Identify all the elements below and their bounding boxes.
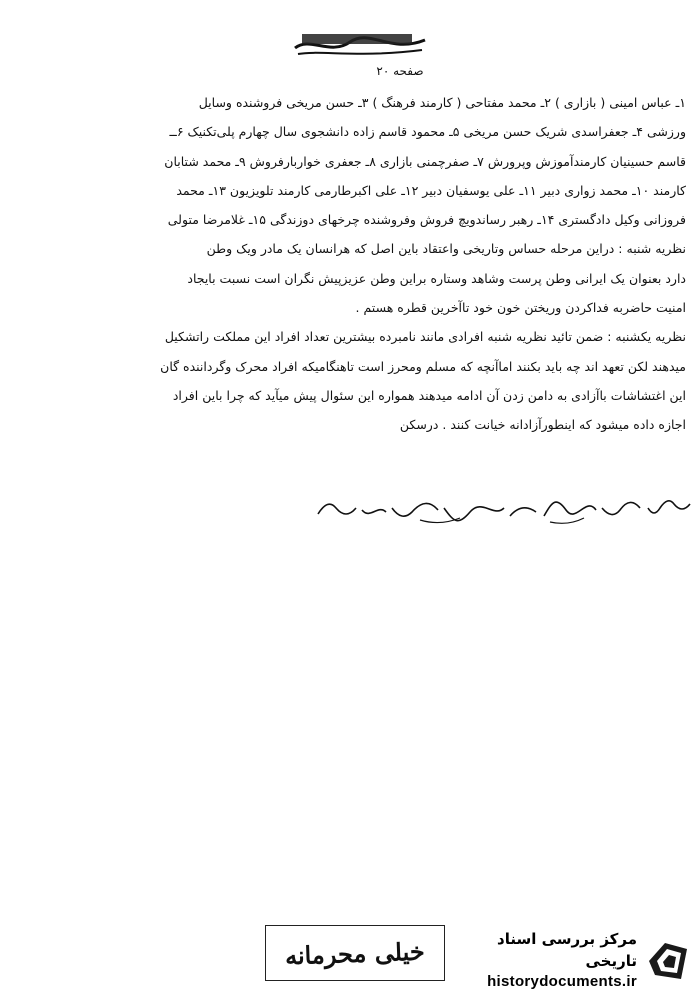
- body-line-6: نظریه شنبه : دراین مرحله حساس وتاریخی واعتقاد باین اصل که هرانسان یک مادر ویک وطن: [206, 241, 686, 257]
- body-line-8: امنیت حاضربه فداکردن وریختن خون خود تاآخرین قطره هستم .: [355, 300, 686, 316]
- body-line-12: اجازه داده میشود که اینطورآزادانه خیانت کنند . درسکن: [399, 417, 686, 433]
- classification-stamp-text: خیلی محرمانه: [284, 936, 426, 970]
- watermark-title: مرکز بررسی اسناد تاریخی: [497, 930, 637, 970]
- body-line-3: قاسم حسینیان کارمندآموزش وپرورش ۷ـ صفرچمنی بازاری ۸ـ جعفری خواربارفروش ۹ـ محمد شتابان: [164, 153, 686, 169]
- handwritten-note: [300, 490, 696, 530]
- body-line-2: ورزشی ۴ـ جعفراسدی شریک حسن مریخی ۵ـ محمود قاسم زاده دانشجوی سال چهارم پلی‌تکنیک ۶ــ: [169, 124, 686, 140]
- archive-logo-icon: [643, 935, 693, 985]
- document-body: [10, 88, 686, 440]
- page-number: صفحه ۲۰: [376, 64, 424, 78]
- top-scribble-stamp: [290, 30, 430, 62]
- body-line-9: نظریه یکشنبه : ضمن تائید نظریه شنبه افرادی مانند نامبرده بیشترین تعداد افراد این مملکت راتشکیل: [164, 329, 686, 345]
- body-line-1: ۱ـ عباس امینی ( بازاری ) ۲ـ محمد مفتاحی ( کارمند فرهنگ ) ۳ـ حسن مریخی فروشنده وسایل: [198, 95, 686, 110]
- body-line-10: میدهند لکن تعهد اند چه باید بکنند اماآنچه که مسلم ومحرز است تاهنگامیکه افراد محرک وگرداننده گان: [160, 358, 686, 374]
- watermark-url: historydocuments.ir: [487, 973, 637, 990]
- watermark: [468, 932, 693, 988]
- body-line-5: فروزانی وکیل دادگستری ۱۴ـ رهبر رساندویچ فروش وفروشنده چرخهای دوزندگی ۱۵ـ غلامرضا متولی: [167, 212, 686, 228]
- watermark-text: [468, 928, 643, 992]
- body-line-7: دارد بعنوان یک ایرانی وطن پرست وشاهد وستاره براین وطن عزیزپیش نگران است نسبت بایجاد: [187, 270, 686, 286]
- body-line-4: کارمند ۱۰ـ محمد زواری دبیر ۱۱ـ علی یوسفیان دبیر ۱۲ـ علی اکبرطارمی کارمند تلویزیون ۱۳ـ محمد: [176, 182, 686, 198]
- body-line-11: این اغتشاشات باآزادی به دامن زدن آن ادامه میدهند همواره این سئوال پیش میآید که چرا باین افراد: [172, 387, 686, 403]
- classification-stamp: [265, 925, 445, 981]
